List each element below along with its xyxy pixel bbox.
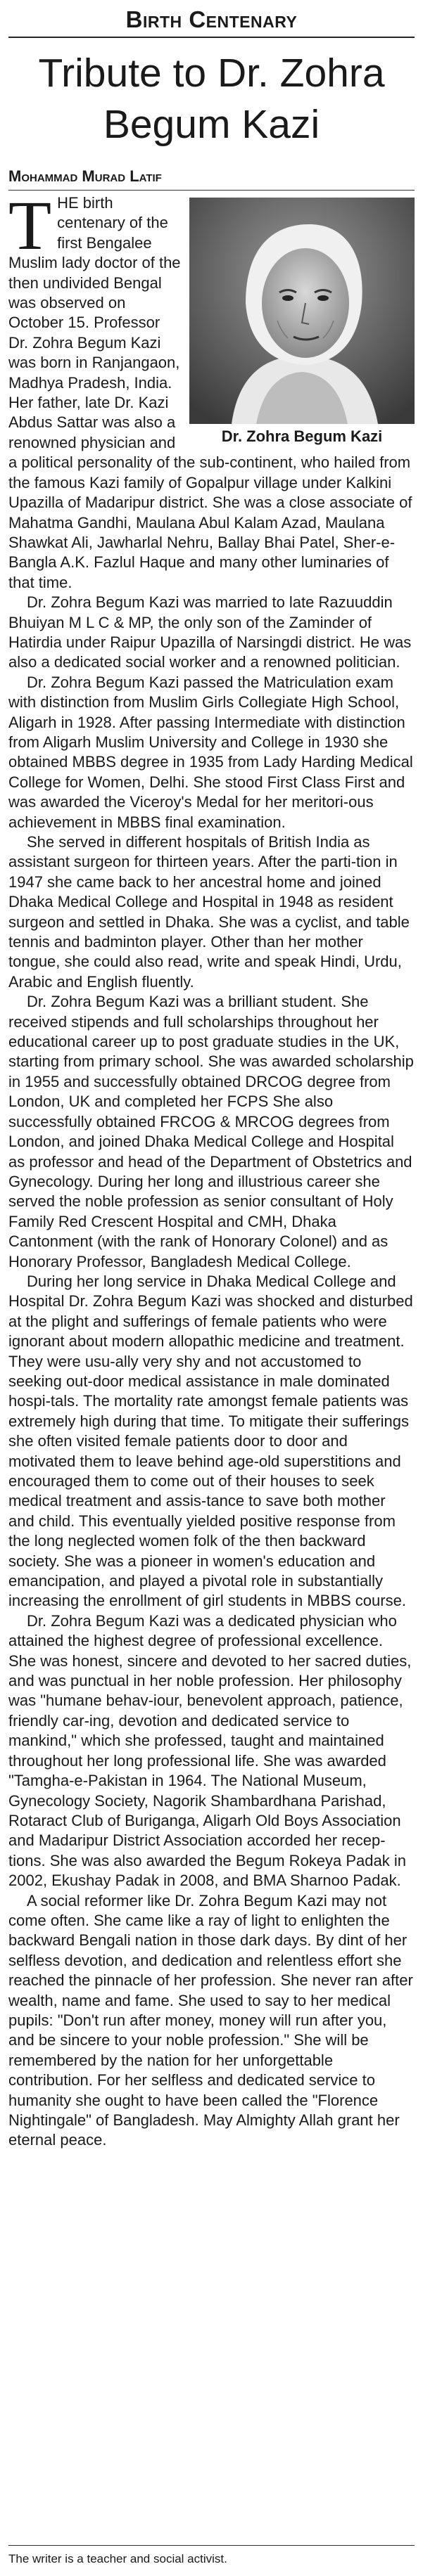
paragraph-4: She served in different hospitals of British India as assistant surgeon for thirteen years. After the parti-tion in 1947 she came back to her ancestral home and joined Dhaka Medical College and Hospital in 1948 as resident surgeon and settled in Dhaka. She was a cyclist, and table tennis and badminton player. Other than her mother tongue, she could also read, write and speak Hindi, Urdu, Arabic and English fluently. — [8, 833, 410, 991]
paragraph-7: Dr. Zohra Begum Kazi was a dedicated physician who attained the highest degree of professional excellence. She was honest, sincere and devoted to her sacred duties, and was punctual in her noble profession. Her philosophy was "humane behav-iour, benevolent approach, patience, friendly car-ing, devotion and dedicated service to mankind," which she professed, taught and maintained throughout her long professional life. She was awarded "Tamgha-e-Pakistan in 1964. The National Museum, Gynecology Society, Nagorik Shambardhana Parishad, Rotaract Club of Buriganga, Aligarh Old Boys Association and Madaripur District Association accorded her recep-tions. She was also awarded the Begum Rokeya Padak in 2002, Ekushay Padak in 2008, and BMA Sharnoo Padak. — [8, 1611, 412, 1890]
paragraph-1 — [8, 186, 415, 593]
byline: Mohammad Murad Latif — [8, 167, 415, 191]
portrait-photo — [189, 198, 415, 424]
article-body — [8, 186, 415, 2151]
headline: Tribute to Dr. Zohra Begum Kazi — [38, 51, 385, 147]
portrait-figure — [189, 198, 415, 446]
paragraph-3: Dr. Zohra Begum Kazi passed the Matriculation exam with distinction from Muslim Girls Collegiate High School, Aligarh in 1928. After passing Intermediate with distinction from Aligarh Muslim University and College in 1930 she obtained MBBS degree in 1935 from Lady Harding Medical College for Women, Delhi. She stood First Class First and was awarded the Viceroy's Medal for her meritori-ous achievement in MBBS final examination. — [8, 673, 413, 831]
drop-cap: T — [8, 186, 52, 264]
author-footnote: The writer is a teacher and social activist. — [8, 2552, 227, 2565]
paragraph-2: Dr. Zohra Begum Kazi was married to late Razuuddin Bhuiyan M L C & MP, the only son of the Zaminder of Hatirdia under Raipur Upazilla of Narsingdi district. He was also a dedicated social worker and a renowned politician. — [8, 593, 412, 671]
paragraph-5: Dr. Zohra Begum Kazi was a brilliant student. She received stipends and full scholarships throughout her educational career up to post graduate studies in the UK, starting from primary school. She was awarded scholarship in 1955 and successfully obtained DRCOG degree from London, UK and completed her FCPS She also successfully obtained FRCOG & MRCOG degrees from London, and joined Dhaka Medical College and Hospital as professor and head of the Department of Obstetrics and Gynecology. During her long and illustrious career she served the noble profession as senior consultant of Holy Family Red Crescent Hospital and CMH, Dhaka Cantonment (with the rank of Honorary Colonel) and as Honorary Professor, Bangladesh Medical College. — [8, 993, 414, 1270]
footer-divider — [8, 2545, 415, 2546]
paragraph-8: A social reformer like Dr. Zohra Begum Kazi may not come often. She came like a ray of light to enlighten the backward Bengali nation in those dark days. By dint of her selfless devotion, and dedication and relentless effort she reached the pinnacle of her profession. She never ran after wealth, name and fame. She used to say to her medical pupils: "Don't run after money, money will run after you, and be sincere to your noble profession." She will be remembered by the nation for her unforgettable contribution. For her selfless and dedicated service to humanity she ought to have been called the "Florence Nightingale" of Bangladesh. May Almighty Allah grant her eternal peace. — [8, 1891, 413, 2149]
portrait-caption: Dr. Zohra Begum Kazi — [221, 427, 383, 445]
paragraph-6: During her long service in Dhaka Medical College and Hospital Dr. Zohra Begum Kazi was shocked and disturbed at the plight and sufferings of female patients who were ignorant about modern allopathic medicine and treatment. They were usu-ally very shy and not accustomed to seeking out-door medical assistance in male dominated hospi-tals. The mortality rate amongst female patients was extremely high during that time. To mitigate their sufferings she often visited female patients door to door and motivated them to leave behind age-old superstitions and encouraged them to come out of their houses to seek medical treatment and assis-tance to save both mother and child. This eventually yielded positive response from the long neglected women folk of the then backward society. She was a pioneer in women's education and emancipation, and played a pivotal role in substantially increasing the enrollment of girl students in MBBS course. — [8, 1272, 413, 1610]
section-kicker: Birth Centenary — [8, 0, 415, 38]
paragraph-1-text: HE birth centenary of the first Bengalee Muslim lady doctor of the then undivided Bengal was observed on October 15. Professor Dr. Zohra Begum Kazi was born in Ranjangaon, Madhya Pradesh, India. Her father, late Dr. Kazi Abdus Sattar was also a renowned physician and a political personality of the sub-continent, who hailed from the famous Kazi family of Gopalpur village under Kalkini Upazilla of Madaripur district. She was a close associate of Mahatma Gandhi, Maulana Abul Kalam Azad, Maulana Shawkat Ali, Jawharlal Nehru, Ballay Bhai Patel, Sher-e-Bangla A.K. Fazlul Haque and many other luminaries of that time. — [8, 194, 412, 591]
